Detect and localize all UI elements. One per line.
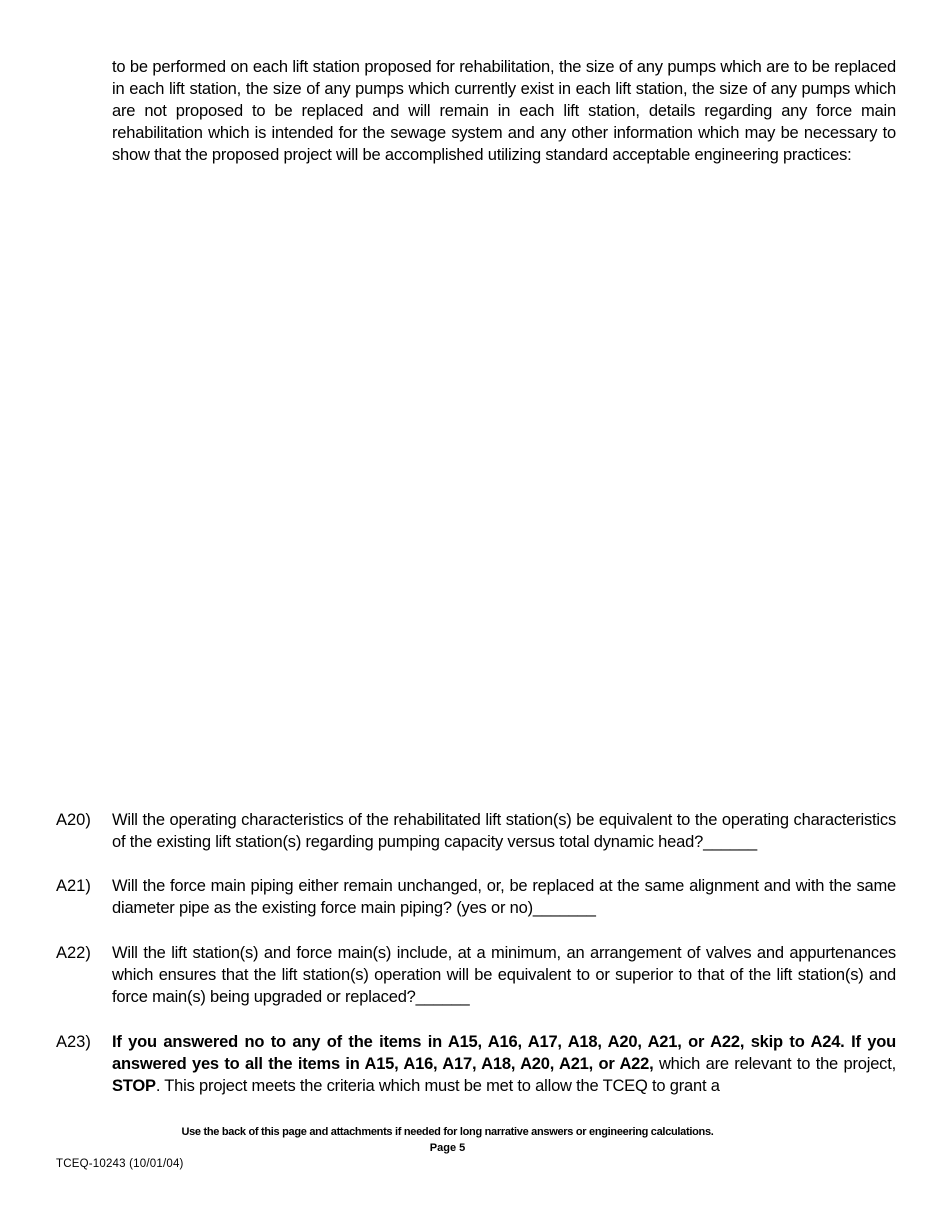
page-number: Page 5 — [429, 1142, 466, 1154]
question-text-a23 — [112, 1031, 896, 1097]
footer-note: Use the back of this page and attachments if needed for long narrative answers or engineering calculations. — [181, 1126, 714, 1138]
a23-criteria-text: . This project meets the criteria which must be met to allow the TCEQ to grant a — [155, 1077, 720, 1095]
a23-stop-word: STOP — [112, 1077, 156, 1095]
form-id: TCEQ-10243 (10/01/04) — [56, 1158, 184, 1170]
question-text-a20: Will the operating characteristics of the rehabilitated lift station(s) be equivalent to the operating characteristics of the existing lift station(s) regarding pumping capacity versus total dynamic head?______ — [112, 811, 896, 851]
intro-paragraph: to be performed on each lift station proposed for rehabilitation, the size of any pumps which are to be replaced in each lift station, the size of any pumps which currently exist in each lift station, the size of any pumps which are not proposed to be replaced and will remain in each lift station, details regarding any force main rehabilitation which is intended for the sewage system and any other information which may be necessary to show that the proposed project will be accomplished utilizing standard acceptable engineering practices: — [112, 58, 896, 164]
a23-bold-instruction: If you answered no to any of the items in A15, A16, A17, A18, A20, A21, or A22, skip to A24. If you answered yes to all the items in A15, A16, A17, A18, A20, A21, or A22, — [112, 1033, 896, 1073]
a23-relevance-text: which are relevant to the project, — [653, 1055, 896, 1073]
question-text-a21: Will the force main piping either remain unchanged, or, be replaced at the same alignment and with the same diameter pipe as the existing force main piping? (yes or no)_______ — [112, 877, 896, 917]
question-number-a21: A21) — [56, 877, 91, 895]
question-number-a23: A23) — [56, 1033, 91, 1051]
question-number-a22: A22) — [56, 944, 91, 962]
question-text-a22: Will the lift station(s) and force main(s) include, at a minimum, an arrangement of valves and appurtenances which ensures that the lift station(s) operation will be equivalent to or superior to that of the lift station(s) and force main(s) being upgraded or replaced?______ — [112, 944, 896, 1006]
question-number-a20: A20) — [56, 811, 91, 829]
